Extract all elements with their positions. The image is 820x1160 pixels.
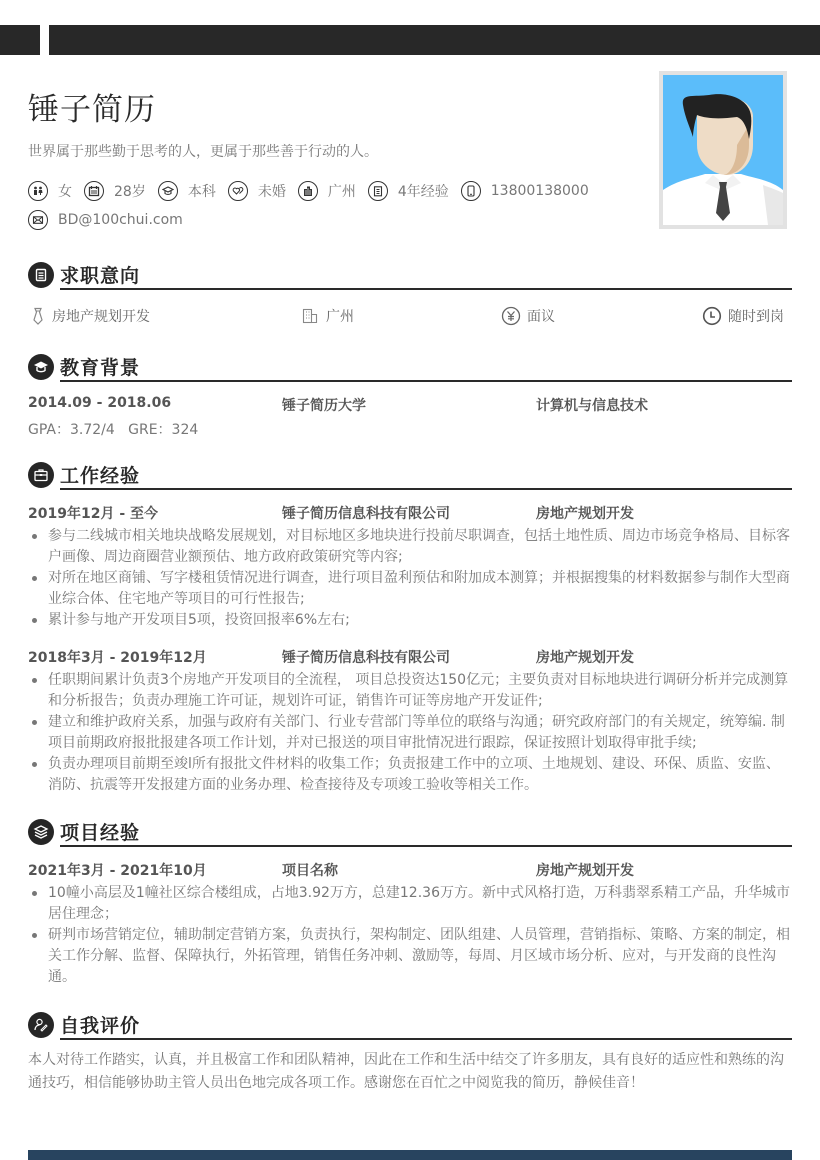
education-period: 2014.09 - 2018.06: [28, 395, 172, 411]
gender-icon: [28, 181, 48, 201]
list-item: 任职期间累计负责3个房地产开发项目的全流程， 项目总投资达150亿元；主要负责对目标地块进行调研分析并完成测算和分析报告；负责办理施工许可证，规划许可证，销售许可证等房地产开发证件;: [28, 670, 792, 712]
profile-photo: [659, 71, 787, 229]
section-title: 教育背景: [60, 357, 141, 379]
list-item: 累计参与地产开发项目5项，投资回报率6%左右;: [28, 610, 792, 631]
intent-city: [302, 306, 354, 326]
section-divider: [60, 1038, 792, 1040]
list-item: 建立和维护政府关系，加强与政府有关部门、行业专营部门等单位的联络与沟通；研究政府部门的有关规定，统筹编. 制项目前期政府报批报建各项工作计划，并对已报送的项目审批情况进行跟踪，保证按照计划取得审批手续;: [28, 712, 792, 754]
list-item: 参与二线城市相关地块战略发展规划，对目标地区多地块进行投前尽职调查，包括土地性质、周边市场竞争格局、目标客户画像、周边商圈营业额预估、地方政府政策研究等内容;: [28, 526, 792, 568]
list-item: 负责办理项目前期至竣l所有报批文件材料的收集工作；负责报建工作中的立项、土地规划、建设、环保、质监、安监、消防、抗震等开发报建方面的业务办理、检查接待及专项竣工验收等相关工作。: [28, 754, 792, 796]
motto: 世界属于那些勤于思考的人，更属于那些善于行动的人。: [28, 144, 378, 160]
marital-text: 未婚: [257, 184, 286, 200]
info-degree: [158, 181, 216, 201]
clock-icon: [702, 306, 722, 326]
education-entry: [28, 395, 792, 413]
layers-icon: [28, 819, 54, 845]
work-company: 锤子简历信息科技有限公司: [282, 506, 450, 522]
intent-city-text: 广州: [326, 309, 354, 325]
list-item: 10幢小高层及1幢社区综合楼组成，占地3.92万方，总建12.36万方。新中式风格打造，万科翡翠系精工产品，升华城市居住理念；: [28, 883, 792, 925]
city-text: 广州: [327, 184, 356, 200]
clipboard-icon: [28, 262, 54, 288]
phone-text[interactable]: 13800138000: [490, 183, 589, 199]
graduation-cap-icon: [158, 181, 178, 201]
intent-availability: [702, 306, 784, 326]
building-icon: [298, 181, 318, 201]
gender-text: 女: [58, 184, 72, 200]
info-city: [298, 181, 356, 201]
section-title: 项目经验: [60, 822, 141, 844]
yen-icon: [501, 306, 521, 326]
resume-name: 锤子简历: [28, 92, 156, 128]
work-entry-2-head: [28, 647, 792, 665]
section-divider: [60, 488, 792, 490]
section-title: 工作经验: [60, 465, 141, 487]
work-entry-1-head: [28, 503, 792, 521]
project-entry-head: [28, 860, 792, 878]
work-period: 2018年3月 - 2019年12月: [28, 650, 207, 666]
section-work: [28, 460, 792, 490]
header-bar-left: [0, 25, 40, 55]
project-period: 2021年3月 - 2021年10月: [28, 863, 207, 879]
building-icon: [302, 308, 320, 324]
section-projects: [28, 817, 792, 847]
work-position: 房地产规划开发: [536, 506, 634, 522]
experience-text: 4年经验: [397, 184, 449, 200]
project-name: 项目名称: [282, 863, 338, 879]
phone-icon: [461, 181, 481, 201]
section-divider: [60, 845, 792, 847]
intent-salary: [501, 306, 555, 326]
work-entry-1-bullets: [28, 526, 792, 631]
intent-position-text: 房地产规划开发: [52, 309, 150, 325]
degree-text: 本科: [187, 184, 216, 200]
graduation-cap-icon: [28, 354, 54, 380]
section-divider: [60, 380, 792, 382]
work-period: 2019年12月 - 至今: [28, 506, 159, 522]
info-gender: [28, 181, 72, 201]
education-scores: GPA：3.72/4 GRE：324: [28, 422, 199, 438]
email-row: [28, 210, 195, 230]
section-divider: [60, 288, 792, 290]
education-school: 锤子简历大学: [282, 398, 366, 414]
self-evaluation-text: 本人对待工作踏实，认真，并且极富工作和团队精神，因此在工作和生活中结交了许多朋友，具有良好的适应性和熟练的沟通技巧，相信能够协助主管人员出色地完成各项工作。感谢您在百忙之中阅览我的简历，静候佳音！: [28, 1052, 784, 1091]
tie-icon: [30, 307, 46, 325]
hearts-icon: [228, 181, 248, 201]
footer-bar: [28, 1150, 792, 1160]
user-edit-icon: [28, 1012, 54, 1038]
briefcase-icon: [28, 462, 54, 488]
work-company: 锤子简历信息科技有限公司: [282, 650, 450, 666]
education-major: 计算机与信息技术: [536, 398, 648, 414]
personal-info-row: [28, 181, 601, 201]
job-intent-row: [28, 306, 792, 326]
email-text[interactable]: BD@100chui.com: [58, 212, 183, 228]
info-age: [84, 181, 146, 201]
info-phone: [461, 181, 589, 201]
intent-salary-text: 面议: [527, 309, 555, 325]
intent-availability-text: 随时到岗: [728, 309, 784, 325]
intent-position: [30, 306, 150, 326]
info-email: [28, 210, 183, 230]
clipboard-icon: [368, 181, 388, 201]
calendar-icon: [84, 181, 104, 201]
section-education: [28, 352, 792, 382]
work-entry-2-bullets: [28, 670, 792, 796]
info-experience: [368, 181, 449, 201]
project-bullets: [28, 883, 792, 988]
info-marital: [228, 181, 286, 201]
age-text: 28岁: [114, 184, 146, 200]
section-title: 自我评价: [60, 1015, 141, 1037]
project-role: 房地产规划开发: [536, 863, 634, 879]
section-job-intent: [28, 260, 792, 290]
section-title: 求职意向: [60, 265, 141, 287]
list-item: 对所在地区商铺、写字楼租赁情况进行调查，进行项目盈利预估和附加成本测算；并根据搜集的材料数据参与制作大型商业综合体、住宅地产等项目的可行性报告;: [28, 568, 792, 610]
mail-icon: [28, 210, 48, 230]
avatar: [663, 75, 783, 225]
section-self-evaluation: [28, 1010, 792, 1040]
work-position: 房地产规划开发: [536, 650, 634, 666]
header-bar-right: [49, 25, 820, 55]
list-item: 研判市场营销定位，辅助制定营销方案，负责执行，架构制定、团队组建、人员管理，营销指标、策略、方案的制定，相关工作分解、监督、保障执行，外拓管理，销售任务冲刺、激励等，每周、月区域市场分析、应对，与开发商的良性沟通。: [28, 925, 792, 988]
